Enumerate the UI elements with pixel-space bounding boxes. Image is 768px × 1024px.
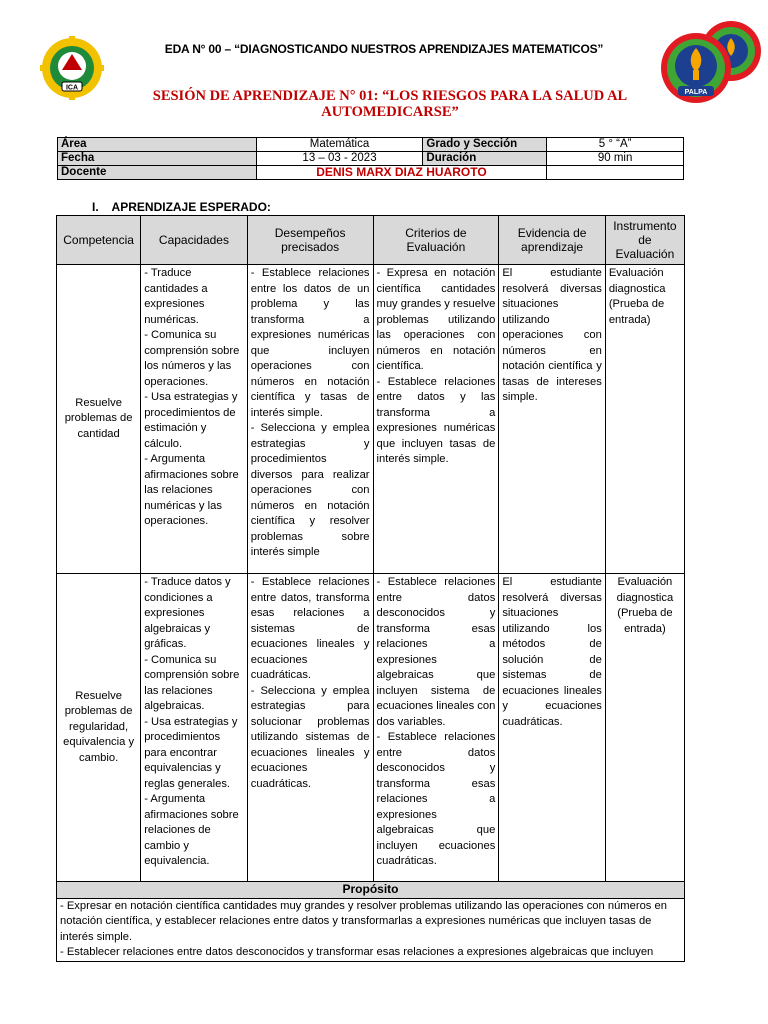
teacher-label: Docente xyxy=(58,166,257,180)
date-value: 13 – 03 - 2023 xyxy=(256,152,423,166)
row2-capacidades: - Traduce datos y condiciones a expresiones algebraicas y gráficas. - Comunica su comprensión sobre las relaciones algebraicas. - Usa estrategias y procedimientos para encontrar equivalencias y reglas generales. - Argumenta afirmaciones sobre relaciones de cambio y equivalencia. xyxy=(141,574,248,882)
row2-criterios: - Establece relaciones entre datos desconocidos y transforma esas relaciones a expresiones algebraicas que incluyen sistema de ecuaciones lineales con dos variables. - Establece relaciones entre datos desconocidos y transforma esas relaciones a expresiones algebraicas que incluyen ecuaciones cuadráticas. xyxy=(373,574,499,882)
table-row xyxy=(57,574,685,882)
row1-evidencia: El estudiante resolverá diversas situaciones utilizando operaciones con números en notación científica y tasas de intereses simple. xyxy=(499,265,606,574)
learning-table xyxy=(56,215,685,962)
row1-competencia: Resuelve problemas de cantidad xyxy=(57,265,141,574)
row2-desempenos: - Establece relaciones entre datos, transforma esas relaciones a sistemas de ecuaciones lineales y ecuaciones cuadráticas. - Selecciona y emplea estrategias para solucionar problemas utilizando sistemas de ecuaciones lineales y ecuaciones cuadráticas. xyxy=(247,574,373,882)
section-title: I. APRENDIZAJE ESPERADO: xyxy=(92,200,271,214)
duration-label: Duración xyxy=(423,152,547,166)
row1-capacidades: - Traduce cantidades a expresiones numéricas. - Comunica su comprensión sobre los números y las operaciones. - Usa estrategias y procedimientos de estimación y cálculo. - Argumenta afirmaciones sobre las relaciones numéricas y las operaciones. xyxy=(141,265,248,574)
header-desempenos: Desempeños precisados xyxy=(247,216,373,265)
proposito-text-1: - Expresar en notación científica cantidades muy grandes y resolver problemas utilizando las operaciones con números en notación científica, y establecer relaciones entre datos y transformarlas a expresiones numéricas que incluyen tasas de interés simple. xyxy=(60,899,667,943)
teacher-empty-cell xyxy=(547,166,684,180)
table-header-row xyxy=(57,216,685,265)
duration-value: 90 min xyxy=(547,152,684,166)
svg-text:ICA: ICA xyxy=(65,84,79,92)
eda-title: EDA N° 00 – “DIAGNOSTICANDO NUESTROS APRENDIZAJES MATEMATICOS” xyxy=(164,42,604,56)
date-label: Fecha xyxy=(58,152,257,166)
header-criterios: Criterios de Evaluación xyxy=(373,216,499,265)
row1-instrumento: Evaluación diagnostica (Prueba de entrada) xyxy=(605,265,684,574)
header-instrumento: Instrumento de Evaluación xyxy=(605,216,684,265)
area-label: Área xyxy=(58,138,257,152)
proposito-body-row xyxy=(57,898,685,961)
logo-right-text: PALPA xyxy=(684,89,708,96)
area-value: Matemática xyxy=(256,138,423,152)
row1-criterios: - Expresa en notación científica cantidades muy grandes y resuelve problemas utilizando las operaciones con números en notación científica. - Establece relaciones entre datos y las transforma a expresiones numéricas que incluyen tasas de interés simple. xyxy=(373,265,499,574)
session-title: SESIÓN DE APRENDIZAJE N° 01: “LOS RIESGOS PARA LA SALUD AL AUTOMEDICARSE” xyxy=(152,88,628,120)
teacher-value: DENIS MARX DIAZ HUAROTO xyxy=(256,166,547,180)
row2-competencia: Resuelve problemas de regularidad, equivalencia y cambio. xyxy=(57,574,141,882)
row1-desempenos: - Establece relaciones entre los datos de un problema y las transforma a expresiones numéricas que incluyen operaciones con números en notación científica y tasas de interés simple. - Selecciona y emplea estrategias y procedimientos diversos para realizar operaciones con números en notación científica y resolver problemas sobre interés simple xyxy=(247,265,373,574)
header-competencia: Competencia xyxy=(57,216,141,265)
table-row xyxy=(57,265,685,574)
proposito-body xyxy=(57,898,685,961)
proposito-text-2: - Establecer relaciones entre datos desconocidos y transformar esas relaciones a expresiones algebraicas que incluyen xyxy=(60,946,654,958)
proposito-label: Propósito xyxy=(57,882,685,899)
header-evidencia: Evidencia de aprendizaje xyxy=(499,216,606,265)
row2-instrumento: Evaluación diagnostica (Prueba de entrada) xyxy=(605,574,684,882)
info-table xyxy=(57,137,684,180)
header-capacidades: Capacidades xyxy=(141,216,248,265)
grade-label: Grado y Sección xyxy=(423,138,547,152)
grade-value: 5 ° “A” xyxy=(547,138,684,152)
row2-evidencia: El estudiante resolverá diversas situaciones utilizando los métodos de solución de sistemas de ecuaciones lineales y ecuaciones cuadráticas. xyxy=(499,574,606,882)
proposito-header-row xyxy=(57,882,685,899)
